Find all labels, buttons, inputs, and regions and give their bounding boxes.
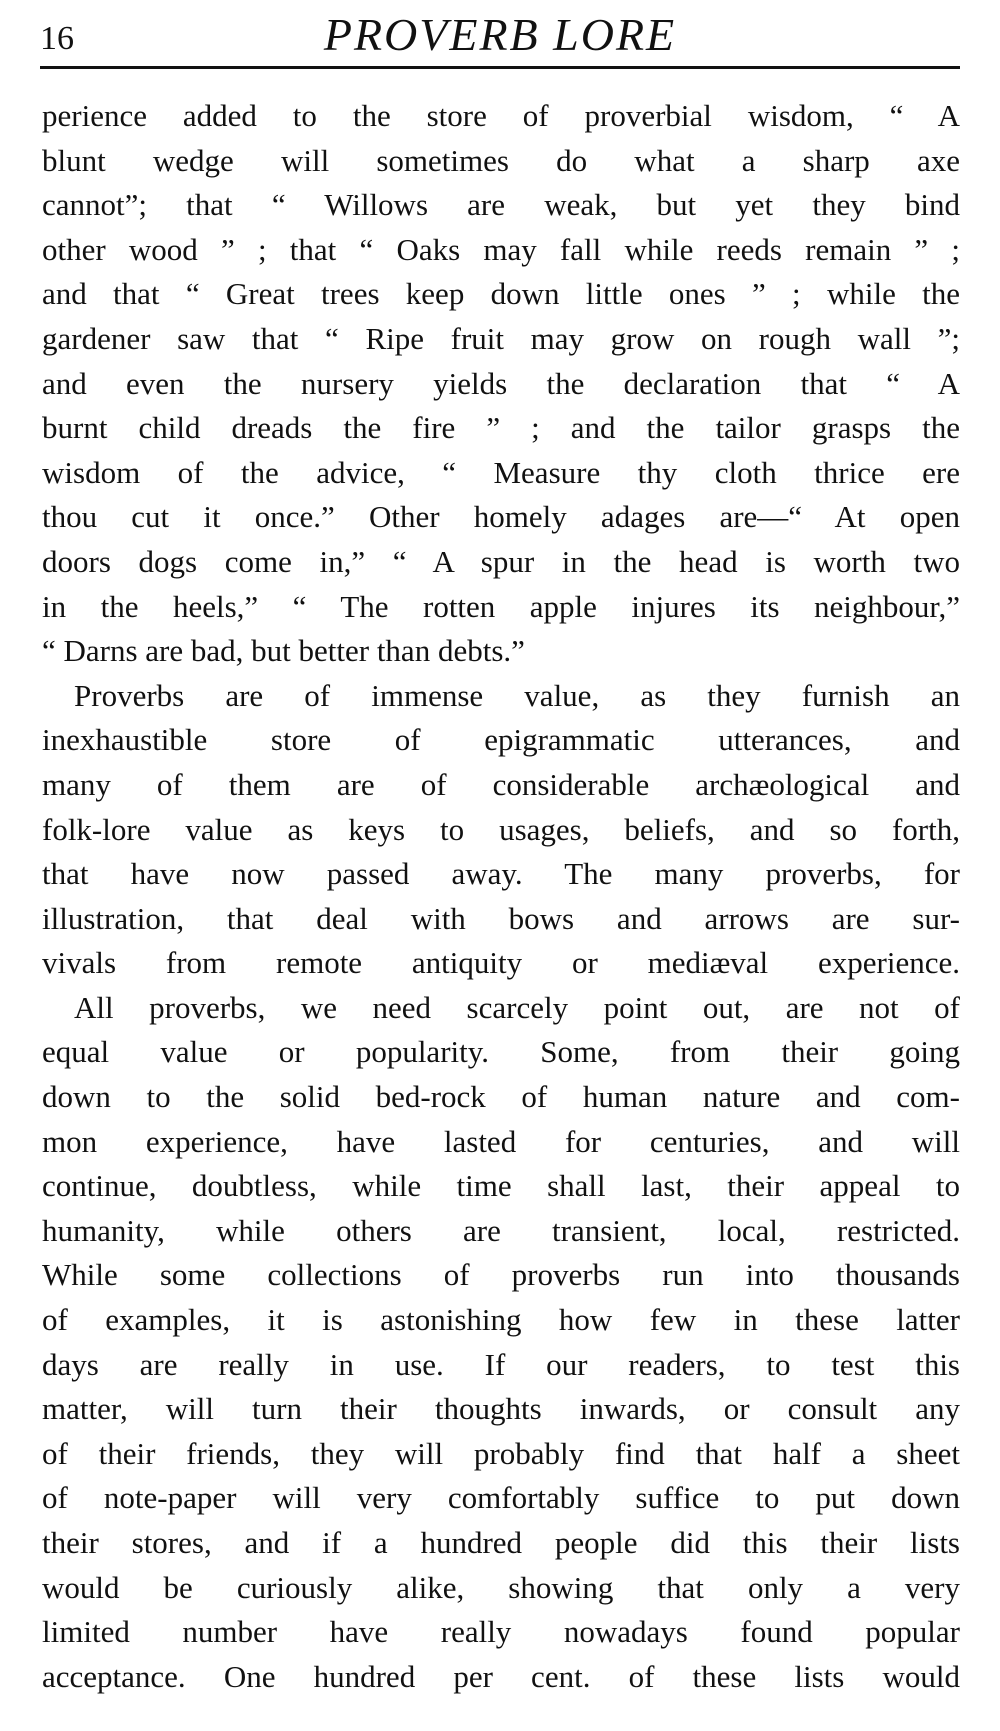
text-line: gardener saw that “ Ripe fruit may grow on rough wall ”; (42, 320, 960, 356)
text-line: continue, doubtless, while time shall last, their appeal to (42, 1168, 960, 1204)
page-header (40, 8, 960, 68)
paragraph (42, 94, 960, 674)
text-line: other wood ” ; that “ Oaks may fall while reeds remain ” ; (42, 231, 960, 267)
text-line: All proverbs, we need scarcely point out, are not of (74, 989, 960, 1025)
page-number: 16 (40, 20, 74, 57)
text-line: illustration, that deal with bows and arrows are sur- (42, 900, 960, 936)
text-line: Proverbs are of immense value, as they furnish an (74, 677, 960, 713)
text-line: days are really in use. If our readers, to test this (42, 1346, 960, 1382)
text-line: acceptance. One hundred per cent. of these lists would (42, 1658, 960, 1694)
text-line: thou cut it once.” Other homely adages are—“ At open (42, 499, 960, 535)
text-line: would be curiously alike, showing that only a very (42, 1569, 960, 1605)
text-line: down to the solid bed-rock of human nature and com- (42, 1079, 960, 1115)
text-line: doors dogs come in,” “ A spur in the head is worth two (42, 543, 960, 579)
text-line: cannot”; that “ Willows are weak, but yet they bind (42, 187, 960, 223)
text-line: “ Darns are bad, but better than debts.” (42, 633, 525, 669)
text-line: wisdom of the advice, “ Measure thy cloth thrice ere (42, 454, 960, 490)
text-line: that have now passed away. The many proverbs, for (42, 856, 960, 892)
text-line: vivals from remote antiquity or mediæval experience. (42, 945, 960, 981)
running-title: PROVERB LORE (323, 9, 677, 60)
paragraph (42, 674, 960, 986)
body-text (42, 94, 960, 1699)
text-line: in the heels,” “ The rotten apple injures its neighbour,” (42, 588, 960, 624)
text-line: their stores, and if a hundred people did this their lists (42, 1525, 960, 1560)
text-line: of note-paper will very comfortably suffice to put down (42, 1480, 960, 1516)
text-line: burnt child dreads the fire ” ; and the tailor grasps the (42, 410, 960, 446)
text-line: equal value or popularity. Some, from their going (42, 1034, 960, 1070)
text-line: matter, will turn their thoughts inwards, or consult any (42, 1391, 960, 1427)
header-rule (40, 66, 960, 69)
text-line: and even the nursery yields the declaration that “ A (42, 365, 960, 401)
paragraph (42, 986, 960, 1700)
text-line: and that “ Great trees keep down little ones ” ; while the (42, 276, 960, 312)
text-line: humanity, while others are transient, local, restricted. (42, 1212, 960, 1248)
text-line: blunt wedge will sometimes do what a sharp axe (42, 142, 960, 178)
text-line: inexhaustible store of epigrammatic utterances, and (42, 722, 960, 758)
text-line: perience added to the store of proverbial wisdom, “ A (42, 98, 960, 133)
text-line: of their friends, they will probably find that half a sheet (42, 1435, 960, 1471)
text-line: mon experience, have lasted for centuries, and will (42, 1123, 960, 1159)
text-line: While some collections of proverbs run into thousands (42, 1257, 960, 1293)
text-line: folk-lore value as keys to usages, beliefs, and so forth, (42, 811, 960, 847)
text-line: limited number have really nowadays found popular (42, 1614, 960, 1650)
text-line: of examples, it is astonishing how few in these latter (42, 1302, 960, 1338)
text-line: many of them are of considerable archæological and (42, 766, 960, 802)
